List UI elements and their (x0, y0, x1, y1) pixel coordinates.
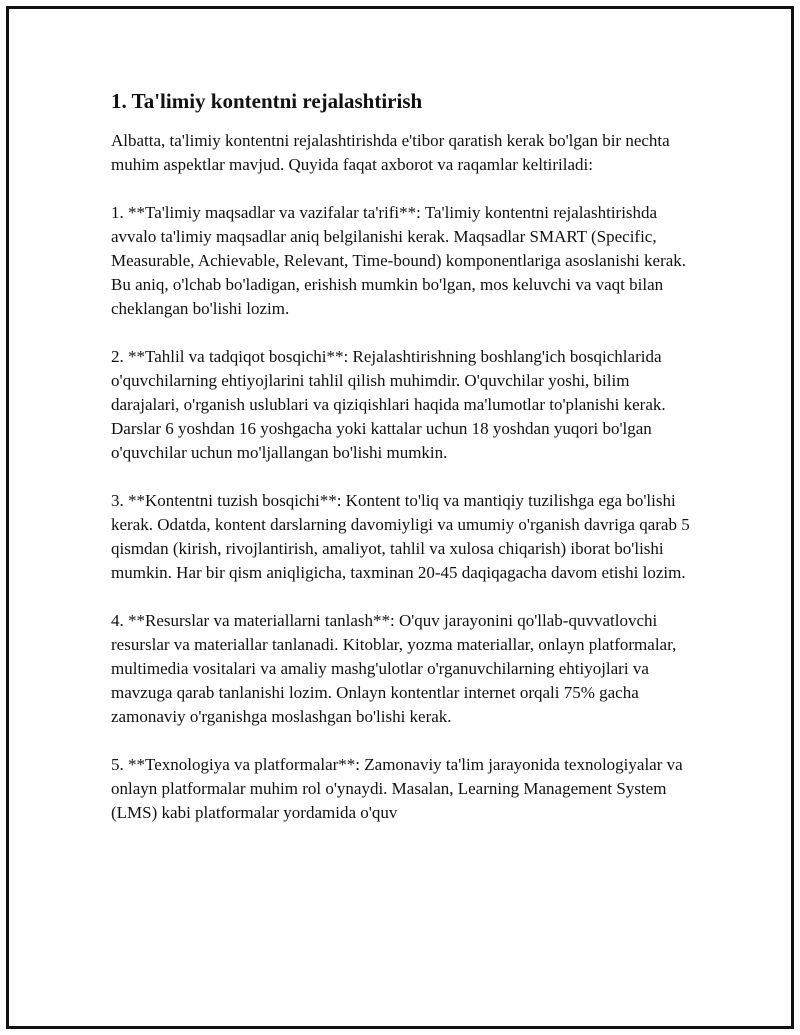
intro-paragraph: Albatta, ta'limiy kontentni rejalashtirishda e'tibor qaratish kerak bo'lgan bir nechta muhim aspektlar mavjud. Quyida faqat axborot va raqamlar keltiriladi: (111, 131, 670, 174)
paragraph-resources-materials: 4. **Resurslar va materiallarni tanlash**: O'quv jarayonini qo'llab-quvvatlovchi resurslar va materiallar tanlanadi. Kitoblar, yozma materiallar, onlayn platformalar, multimedia vositalari va amaliy mashg'ulotlar o'rganuvchilarning ehtiyojlari va mavzuga qarab tanlanishi lozim. Onlayn kontentlar internet orqali 75% gacha zamonaviy o'rganishga moslashgan bo'lishi kerak. (111, 611, 677, 726)
document-body (111, 88, 701, 849)
paragraph-technology-platforms: 5. **Texnologiya va platformalar**: Zamonaviy ta'lim jarayonida texnologiyalar va onlayn platformalar muhim rol o'ynaydi. Masalan, Learning Management System (LMS) kabi platformalar yordamida o'quv (111, 755, 683, 822)
document-title: 1. Ta'limiy kontentni rejalashtirish (111, 89, 423, 113)
paragraph-educational-goals: 1. **Ta'limiy maqsadlar va vazifalar ta'rifi**: Ta'limiy kontentni rejalashtirishda avvalo ta'limiy maqsadlar aniq belgilanishi kerak. Maqsadlar SMART (Specific, Measurable, Achievable, Relevant, Time-bound) komponentlariga asoslanishi kerak. Bu aniq, o'lchab bo'ladigan, erishish mumkin bo'lgan, mos keluvchi va vaqt bilan cheklangan bo'lishi lozim. (111, 203, 687, 318)
paragraph-content-structure: 3. **Kontentni tuzish bosqichi**: Kontent to'liq va mantiqiy tuzilishga ega bo'lishi kerak. Odatda, kontent darslarning davomiyligi va umumiy o'rganish davriga qarab 5 qismdan (kirish, rivojlantirish, amaliyot, tahlil va xulosa chiqarish) iborat bo'lishi mumkin. Har bir qism aniqligicha, taxminan 20-45 daqiqagacha davom etishi lozim. (111, 491, 690, 582)
paragraph-analysis-research: 2. **Tahlil va tadqiqot bosqichi**: Rejalashtirishning boshlang'ich bosqichlarida o'quvchilarning ehtiyojlarini tahlil qilish muhimdir. O'quvchilar yoshi, bilim darajalari, o'rganish uslublari va qiziqishlari haqida ma'lumotlar to'planishi kerak. Darslar 6 yoshdan 16 yoshgacha yoki kattalar uchun 18 yoshdan yuqori bo'lgan o'quvchilar uchun mo'ljallangan bo'lishi mumkin. (111, 347, 666, 462)
